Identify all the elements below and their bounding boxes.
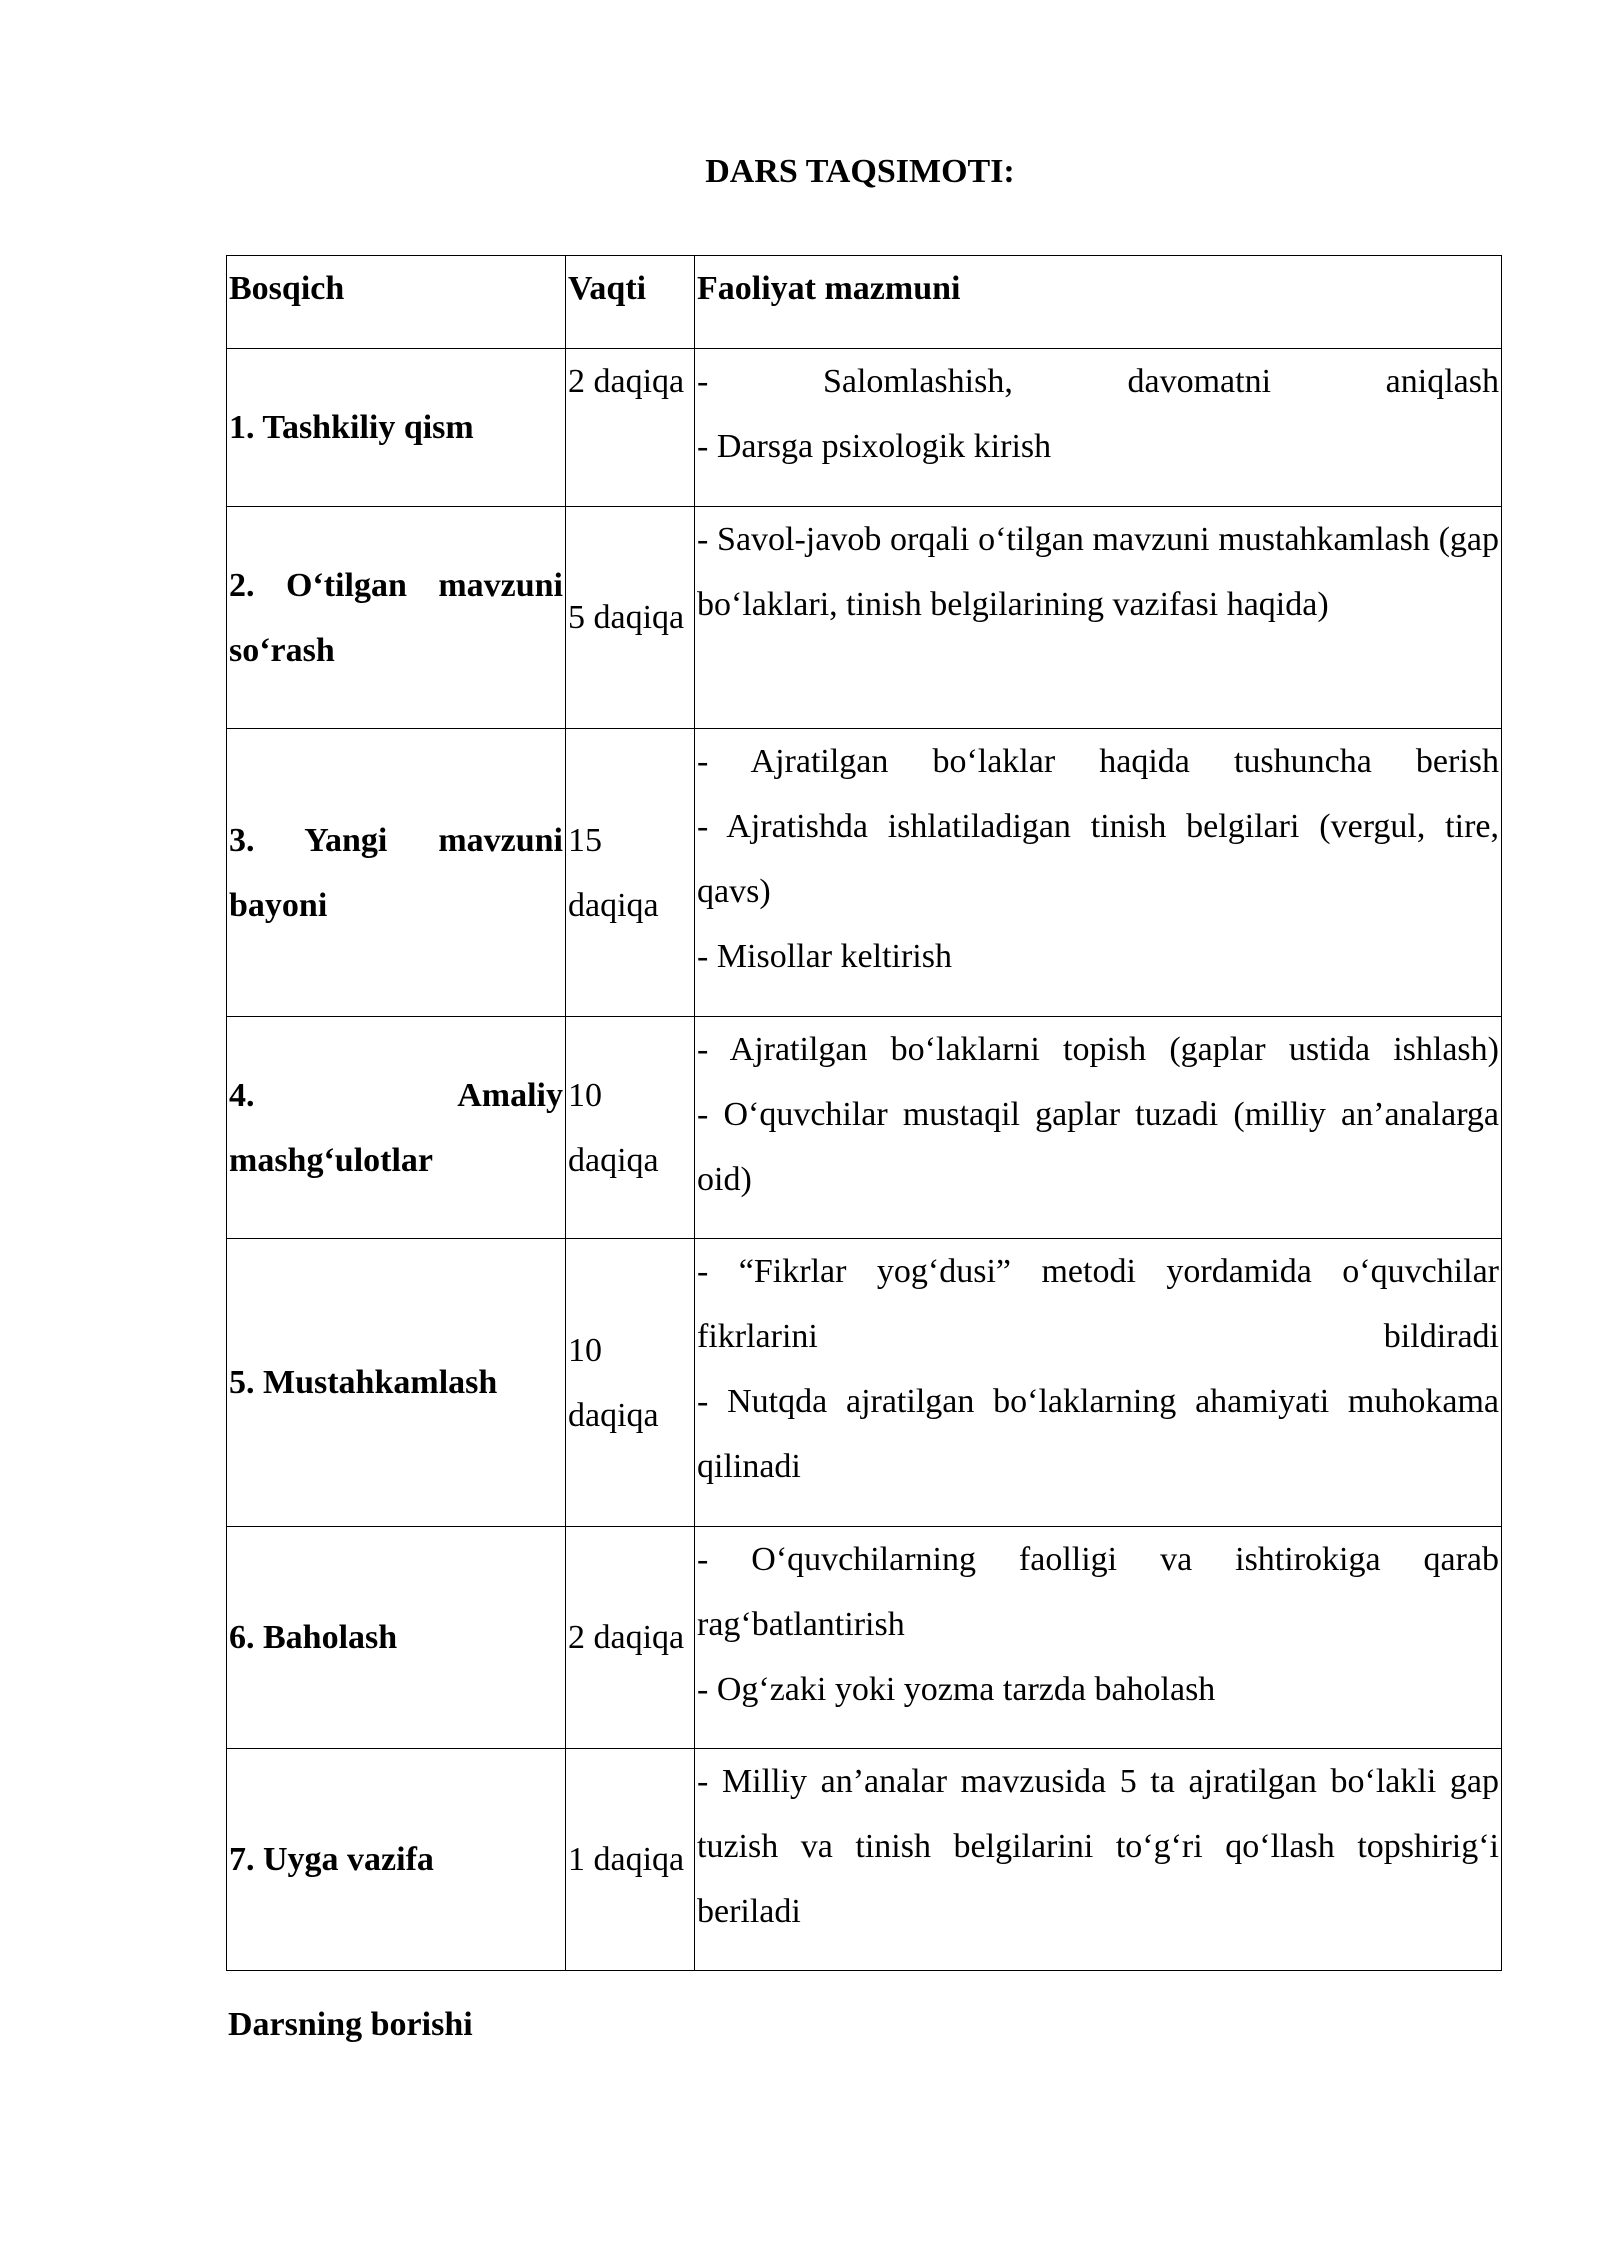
time-cell: 10 daqiqa bbox=[566, 1239, 695, 1527]
lesson-plan-table bbox=[226, 255, 1502, 1971]
time-cell: 10 daqiqa bbox=[566, 1017, 695, 1239]
table-row bbox=[227, 507, 1502, 729]
time-cell: 15 daqiqa bbox=[566, 729, 695, 1017]
activity-line: - Salomlashish, davomatni aniqlash bbox=[697, 363, 1499, 400]
page-title: DARS TAQSIMOTI: bbox=[705, 153, 1015, 190]
stage-cell: 4. Amaliy mashg‘ulotlar bbox=[227, 1017, 566, 1239]
activity-line: - Ajratilgan bo‘laklarni topish (gaplar ustida ishlash) bbox=[697, 1031, 1499, 1068]
activity-line: - Misollar keltirish bbox=[697, 938, 952, 975]
stage-cell: 1. Tashkiliy qism bbox=[227, 349, 566, 507]
stage-cell: 5. Mustahkamlash bbox=[227, 1239, 566, 1527]
stage-cell: 2. O‘tilgan mavzuni so‘rash bbox=[227, 507, 566, 729]
table-row bbox=[227, 1239, 1502, 1527]
table-header-row bbox=[227, 256, 1502, 349]
time-cell: 1 daqiqa bbox=[566, 1749, 695, 1971]
stage-cell: 6. Baholash bbox=[227, 1527, 566, 1749]
activity-line: - Nutqda ajratilgan bo‘laklarning ahamiyati muhokama qilinadi bbox=[697, 1383, 1499, 1485]
table-row bbox=[227, 729, 1502, 1017]
section-heading: Darsning borishi bbox=[228, 2006, 473, 2043]
activity-line: - Og‘zaki yoki yozma tarzda baholash bbox=[697, 1671, 1216, 1708]
activity-line: - “Fikrlar yog‘dusi” metodi yordamida o‘quvchilar fikrlarini bildiradi bbox=[697, 1253, 1499, 1355]
activity-cell bbox=[695, 507, 1502, 729]
time-cell: 5 daqiqa bbox=[566, 507, 695, 729]
activity-line: - Ajratishda ishlatiladigan tinish belgilari (vergul, tire, qavs) bbox=[697, 808, 1499, 910]
header-activity: Faoliyat mazmuni bbox=[695, 256, 1502, 349]
header-stage: Bosqich bbox=[227, 256, 566, 349]
time-cell: 2 daqiqa bbox=[566, 1527, 695, 1749]
activity-line: - Milliy an’analar mavzusida 5 ta ajratilgan bo‘lakli gap tuzish va tinish belgilarini to‘g‘ri qo‘llash topshirig‘i beriladi bbox=[697, 1763, 1499, 1930]
activity-line: - O‘quvchilarning faolligi va ishtirokiga qarab rag‘batlantirish bbox=[697, 1541, 1499, 1643]
table-row bbox=[227, 1749, 1502, 1971]
activity-line: - Savol-javob orqali o‘tilgan mavzuni mustahkamlash (gap bo‘laklari, tinish belgilarining vazifasi haqida) bbox=[697, 521, 1499, 623]
header-time: Vaqti bbox=[566, 256, 695, 349]
activity-cell bbox=[695, 349, 1502, 507]
activity-cell bbox=[695, 1239, 1502, 1527]
activity-cell bbox=[695, 1749, 1502, 1971]
table-row bbox=[227, 1527, 1502, 1749]
table-row bbox=[227, 1017, 1502, 1239]
stage-cell: 3. Yangi mavzuni bayoni bbox=[227, 729, 566, 1017]
activity-line: - Ajratilgan bo‘laklar haqida tushuncha berish bbox=[697, 743, 1499, 780]
activity-cell bbox=[695, 729, 1502, 1017]
activity-cell bbox=[695, 1017, 1502, 1239]
activity-line: - O‘quvchilar mustaqil gaplar tuzadi (milliy an’analarga oid) bbox=[697, 1096, 1499, 1198]
stage-cell: 7. Uyga vazifa bbox=[227, 1749, 566, 1971]
activity-cell bbox=[695, 1527, 1502, 1749]
table-row bbox=[227, 349, 1502, 507]
activity-line: - Darsga psixologik kirish bbox=[697, 428, 1052, 465]
time-cell: 2 daqiqa bbox=[566, 349, 695, 507]
